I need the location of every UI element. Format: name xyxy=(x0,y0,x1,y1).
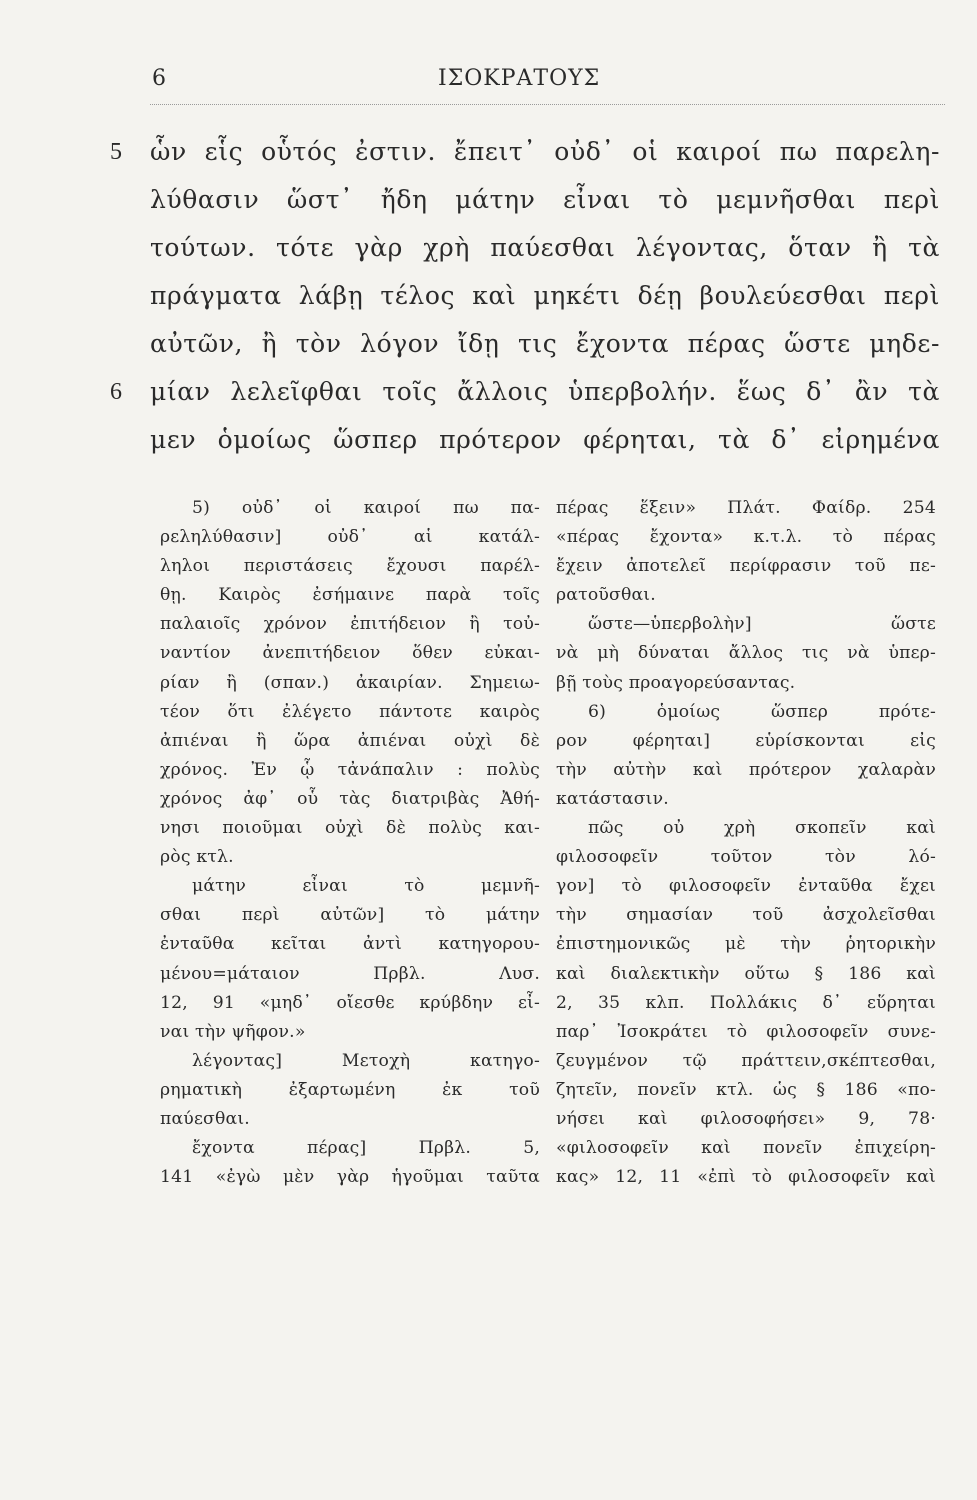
main-text-line xyxy=(150,224,940,272)
main-text-line-content: μεν ὁμοίως ὥσπερ πρότερον φέρηται, τὰ δ᾽ εἰρημένα xyxy=(150,425,940,454)
commentary-line: ἐνταῦθα κεῖται ἀντὶ κατηγορου- xyxy=(160,934,540,955)
commentary-line: θῃ. Καιρὸς ἐσήμαινε παρὰ τοῖς xyxy=(160,585,540,606)
main-text-line-content: λύθασιν ὥστ᾽ ἤδη μάτην εἶναι τὸ μεμνῆσθαι περὶ xyxy=(150,185,940,214)
commentary-right-column xyxy=(556,494,936,1192)
commentary-line: «φιλοσοφεῖν καὶ πονεῖν ἐπιχείρη- xyxy=(556,1138,936,1159)
main-text-line xyxy=(110,368,940,416)
commentary-line: νησι ποιοῦμαι οὐχὶ δὲ πολὺς και- xyxy=(160,818,540,839)
main-text-line xyxy=(110,128,940,176)
main-text-line-content: αὐτῶν, ἢ τὸν λόγον ἴδῃ τις ἔχοντα πέρας ὥστε μηδε- xyxy=(150,329,940,358)
commentary-line: φιλοσοφεῖν τοῦτον τὸν λό- xyxy=(556,847,936,868)
commentary-line: ρὸς κτλ. xyxy=(160,847,234,868)
commentary-line: πῶς οὐ χρὴ σκοπεῖν καὶ xyxy=(588,818,936,839)
commentary-line: νήσει καὶ φιλοσοφήσει» 9, 78· xyxy=(556,1108,936,1129)
commentary-line: παλαιοῖς χρόνον ἐπιτήδειον ἢ τοὐ- xyxy=(160,614,540,635)
commentary-line: χρόνος. Ἐν ᾧ τἀνάπαλιν : πολὺς xyxy=(160,759,540,780)
main-text-line xyxy=(150,320,940,368)
main-text-line-content: τούτων. τότε γὰρ χρὴ παύεσθαι λέγοντας, ὅταν ἢ τὰ xyxy=(150,233,940,262)
commentary-line: ἀπιέναι ἢ ὥρα ἀπιέναι οὐχὶ δὲ xyxy=(160,730,540,751)
commentary-line: πέρας ἕξειν» Πλάτ. Φαίδρ. 254 xyxy=(556,498,936,518)
commentary-line: ρατοῦσθαι. xyxy=(556,585,656,606)
commentary-line: μάτην εἶναι τὸ μεμνῆ- xyxy=(192,876,540,897)
commentary-line: ρεληλύθασιν] οὐδ᾽ αἱ κατάλ- xyxy=(160,527,540,548)
commentary-line: ρον φέρηται] εὑρίσκονται εἰς xyxy=(556,730,936,751)
commentary-line: καὶ διαλεκτικὴν οὕτω § 186 καὶ xyxy=(556,963,936,984)
commentary-line: σθαι περὶ αὐτῶν] τὸ μάτην xyxy=(160,905,540,926)
commentary-line: τέον ὅτι ἐλέγετο πάντοτε καιρὸς xyxy=(160,701,540,722)
main-text-line xyxy=(150,176,940,224)
commentary-line: παύεσθαι. xyxy=(160,1108,250,1129)
main-text-line-content: ὧν εἷς οὗτός ἐστιν. ἔπειτ᾽ οὐδ᾽ οἱ καιροί πω παρελη- xyxy=(150,137,940,166)
commentary-line: μένου=μάταιον Πρβλ. Λυσ. xyxy=(160,963,540,984)
main-text-line-content: πράγματα λάβῃ τέλος καὶ μηκέτι δέῃ βουλεύεσθαι περὶ xyxy=(150,281,940,310)
commentary-line: ἐπιστημονικῶς μὲ τὴν ῥητορικὴν xyxy=(556,934,936,955)
main-text-line-content: μίαν λελεῖφθαι τοῖς ἄλλοις ὑπερβολήν. ἕως δ᾽ ἂν τὰ xyxy=(150,377,940,406)
commentary-line: ὥστε—ὑπερβολὴν] ὥστε xyxy=(588,614,936,635)
commentary-line: ἔχειν ἀποτελεῖ περίφρασιν τοῦ πε- xyxy=(556,556,936,577)
commentary-line: ναντίον ἀνεπιτήδειον ὅθεν εὐκαι- xyxy=(160,643,540,664)
commentary-left-column xyxy=(160,494,540,1192)
main-text-line xyxy=(150,272,940,320)
commentary-line: ναι τὴν ψῆφον.» xyxy=(160,1021,306,1042)
commentary-line: νὰ μὴ δύναται ἄλλος τις νὰ ὑπερ- xyxy=(556,643,936,664)
main-text-block xyxy=(110,128,940,464)
commentary-line: ζητεῖν, πονεῖν κτλ. ὡς § 186 «πο- xyxy=(556,1079,936,1100)
commentary-line: τὴν αὐτὴν καὶ πρότερον χαλαρὰν xyxy=(556,759,936,780)
commentary-line: ληλοι περιστάσεις ἔχουσι παρέλ- xyxy=(160,556,540,577)
page-number: 6 xyxy=(152,66,166,91)
commentary-line: χρόνος ἀφ᾽ οὗ τὰς διατριβὰς Ἀθή- xyxy=(160,788,540,809)
commentary-line: ρηματικὴ ἐξαρτωμένη ἐκ τοῦ xyxy=(160,1079,540,1100)
commentary-line: τὴν σημασίαν τοῦ ἀσχολεῖσθαι xyxy=(556,905,936,926)
commentary-line: κατάστασιν. xyxy=(556,788,669,809)
commentary-line: 2, 35 κλπ. Πολλάκις δ᾽ εὕρηται xyxy=(556,992,936,1013)
main-text-line xyxy=(150,416,940,464)
commentary-line: παρ᾽ Ἰσοκράτει τὸ φιλοσοφεῖν συνε- xyxy=(556,1021,936,1042)
commentary-line: βῇ τοὺς προαγορεύσαντας. xyxy=(556,672,796,693)
commentary-line: λέγοντας] Μετοχὴ κατηγο- xyxy=(192,1050,540,1071)
header-rule xyxy=(150,104,945,105)
commentary-line: 141 «ἐγὼ μὲν γὰρ ἡγοῦμαι ταῦτα xyxy=(160,1167,540,1188)
commentary-line: 12, 91 «μηδ᾽ οἴεσθε κρύβδην εἶ- xyxy=(160,992,540,1013)
commentary-line: ρίαν ἢ (σπαν.) ἀκαιρίαν. Σημειω- xyxy=(160,672,540,693)
running-title: ΙΣΟΚΡΑΤΟΥΣ xyxy=(438,66,601,91)
section-number: 6 xyxy=(110,379,123,405)
commentary-line: ζευγμένον τῷ πράττειν,σκέπτεσθαι, xyxy=(556,1050,936,1071)
commentary-line: γον] τὸ φιλοσοφεῖν ἐνταῦθα ἔχει xyxy=(556,876,936,897)
section-number: 5 xyxy=(110,139,123,165)
commentary-line: 6) ὁμοίως ὥσπερ πρότε- xyxy=(588,701,936,722)
commentary-line: κας» 12, 11 «ἐπὶ τὸ φιλοσοφεῖν καὶ xyxy=(556,1167,936,1188)
commentary-line: ἔχοντα πέρας] Πρβλ. 5, xyxy=(192,1138,540,1159)
commentary-line: 5) οὐδ᾽ οἱ καιροί πω πα- xyxy=(192,498,540,518)
commentary-line: «πέρας ἔχοντα» κ.τ.λ. τὸ πέρας xyxy=(556,527,936,548)
